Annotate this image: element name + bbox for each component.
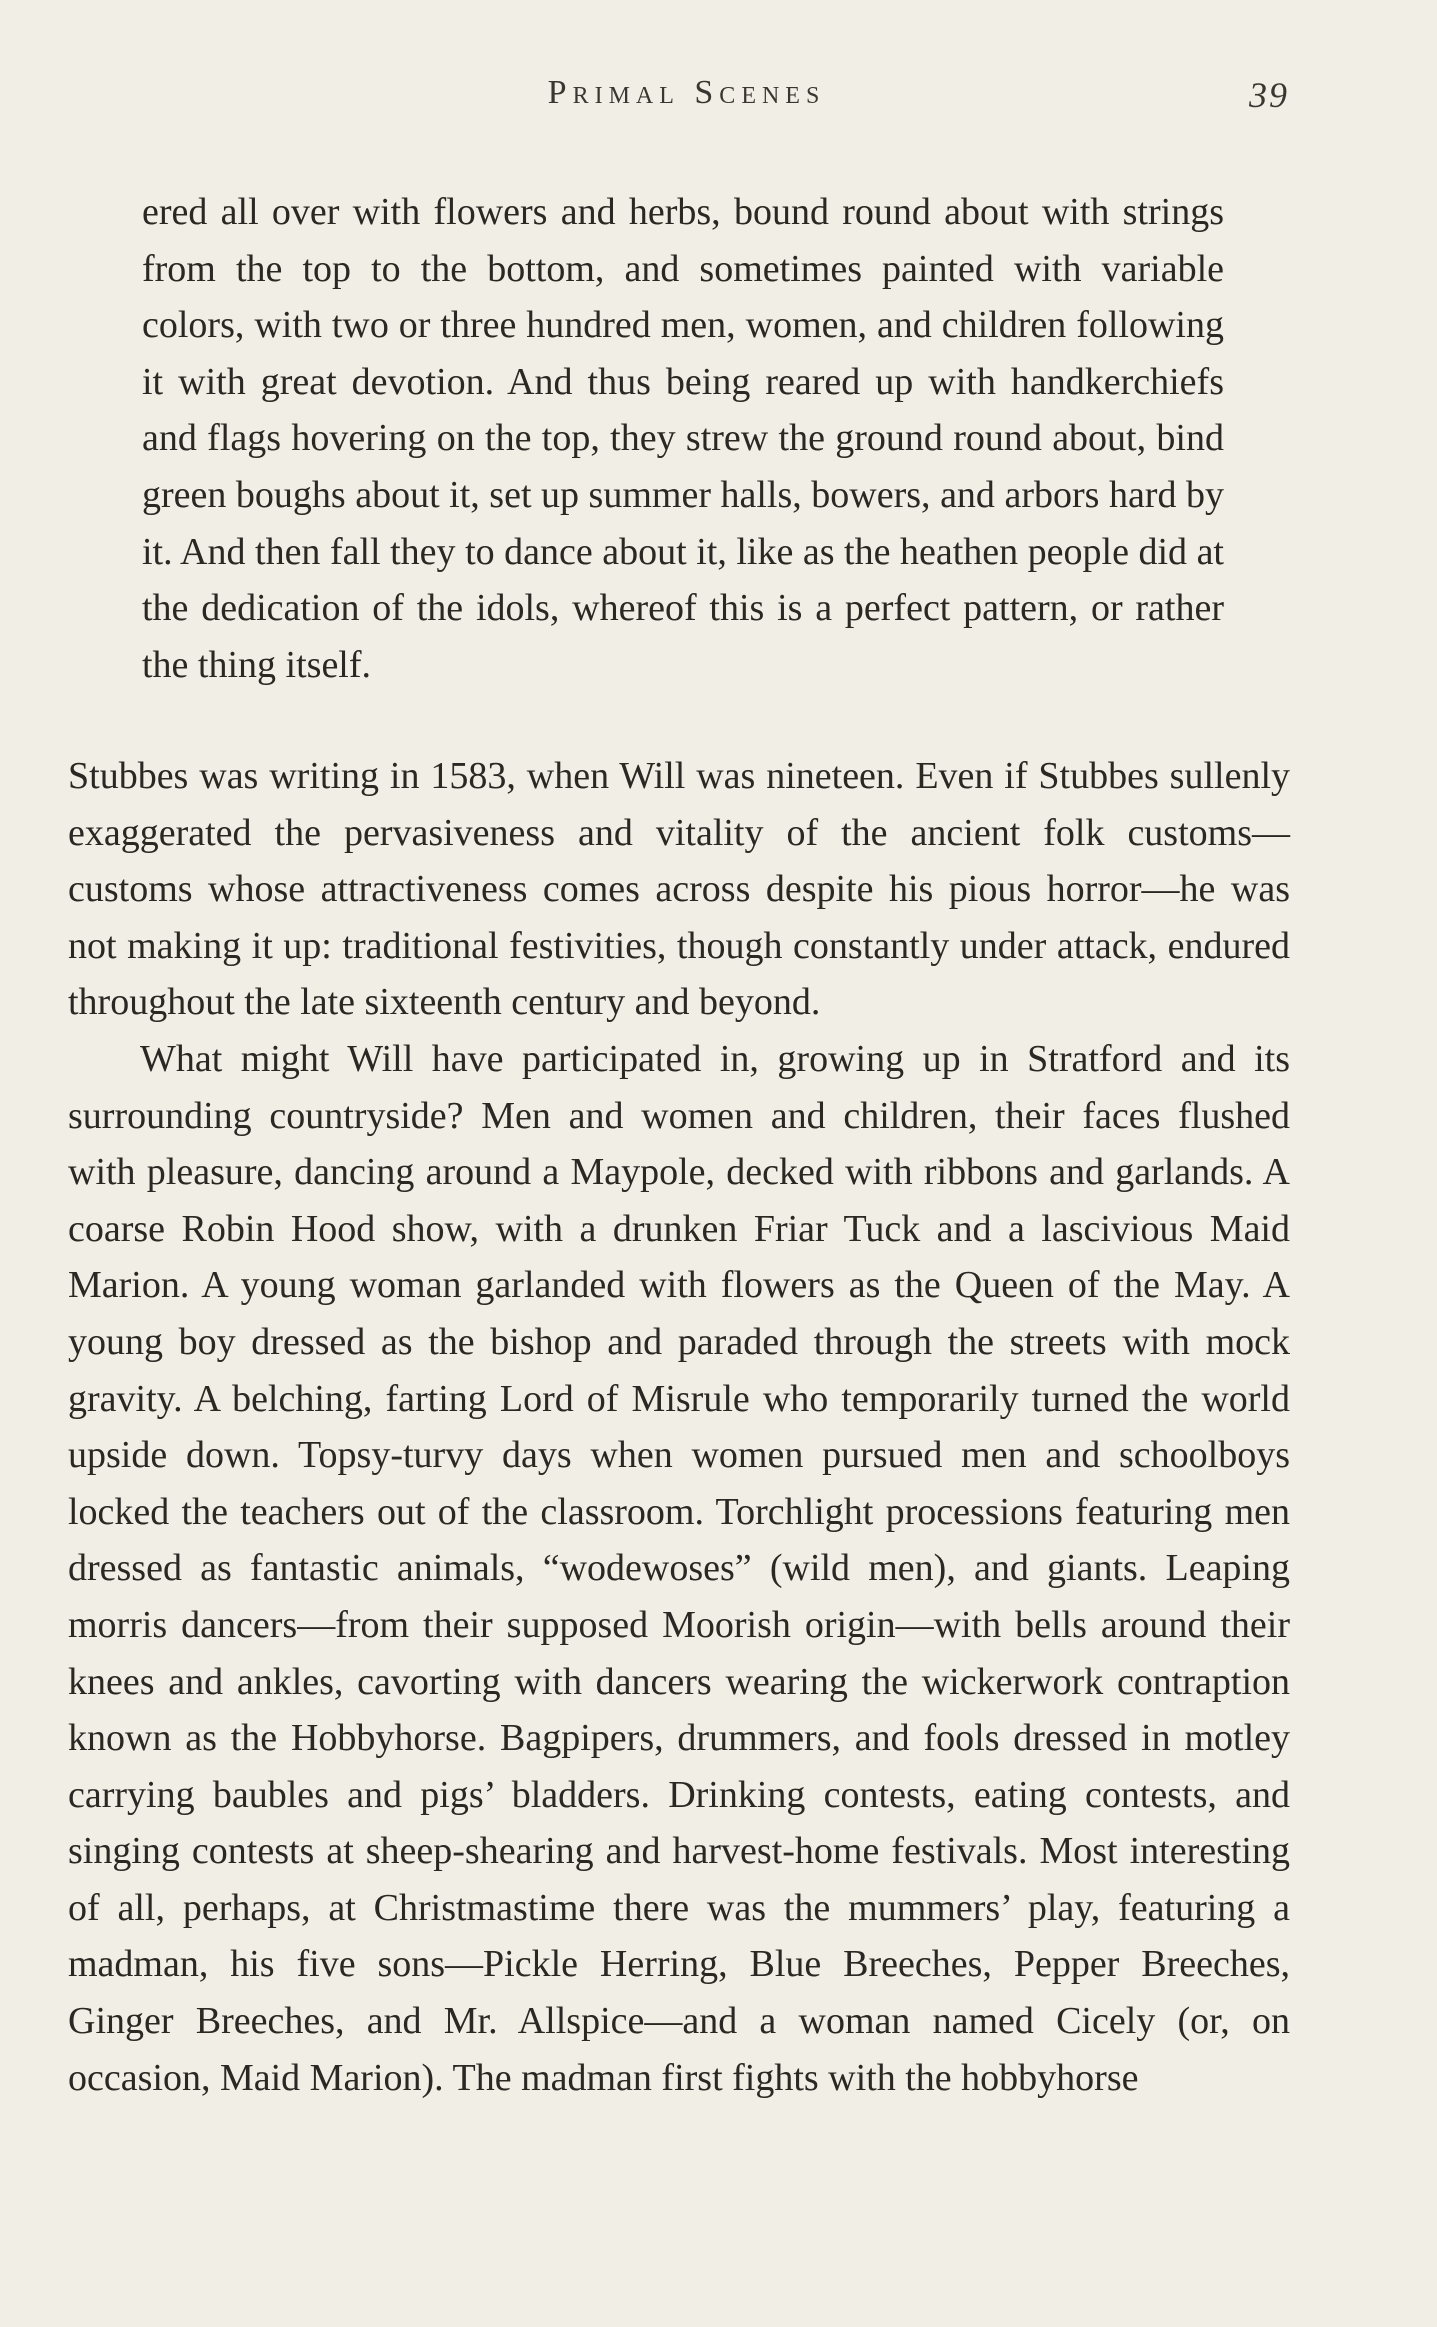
page-number: 39 xyxy=(1249,75,1289,115)
running-title: Primal Scenes xyxy=(547,74,826,111)
paragraph-stubbes: Stubbes was writing in 1583, when Will was nineteen. Even if Stubbes sullenly exaggerated the pervasiveness and vitality of the ancient folk customs—customs whose attractiveness comes across despite his pious horror—he was not making it up: traditional festivities, though constantly under attack, endured throughout the late sixteenth century and beyond. xyxy=(68,755,1290,1024)
running-head xyxy=(0,74,1437,124)
paragraph-festivities: What might Will have participated in, growing up in Stratford and its surrounding countryside? Men and women and children, their faces flushed with pleasure, dancing around a Maypole, decked with ribbons and garlands. A coarse Robin Hood show, with a drunken Friar Tuck and a lascivious Maid Marion. A young woman garlanded with flowers as the Queen of the May. A young boy dressed as the bishop and paraded through the streets with mock gravity. A belching, farting Lord of Misrule who temporarily turned the world upside down. Topsy-turvy days when women pursued men and schoolboys locked the teachers out of the classroom. Torchlight processions featuring men dressed as fantastic animals, “wodewoses” (wild men), and giants. Leaping morris dancers—from their supposed Moorish origin—with bells around their knees and ankles, cavorting with dancers wearing the wickerwork contraption known as the Hobbyhorse. Bagpipers, drummers, and fools dressed in motley carrying baubles and pigs’ bladders. Drinking contests, eating contests, and singing contests at sheep-shearing and harvest-home festivals. Most interesting of all, perhaps, at Christmastime there was the mummers’ play, featuring a madman, his five sons—Pickle Herring, Blue Breeches, Pepper Breeches, Ginger Breeches, and Mr. Allspice—and a woman named Cicely (or, on occasion, Maid Marion). The madman first fights with the hobbyhorse xyxy=(68,1037,1290,2099)
body-text xyxy=(68,748,1290,2106)
block-quote: ered all over with flowers and herbs, bound round about with strings from the top to the bottom, and sometimes painted with variable colors, with two or three hundred men, women, and children following it with great devotion. And thus being reared up with handkerchiefs and flags hovering on the top, they strew the ground round about, bind green boughs about it, set up summer halls, bowers, and arbors hard by it. And then fall they to dance about it, like as the heathen people did at the dedication of the idols, whereof this is a perfect pattern, or rather the thing itself. xyxy=(142,191,1224,686)
